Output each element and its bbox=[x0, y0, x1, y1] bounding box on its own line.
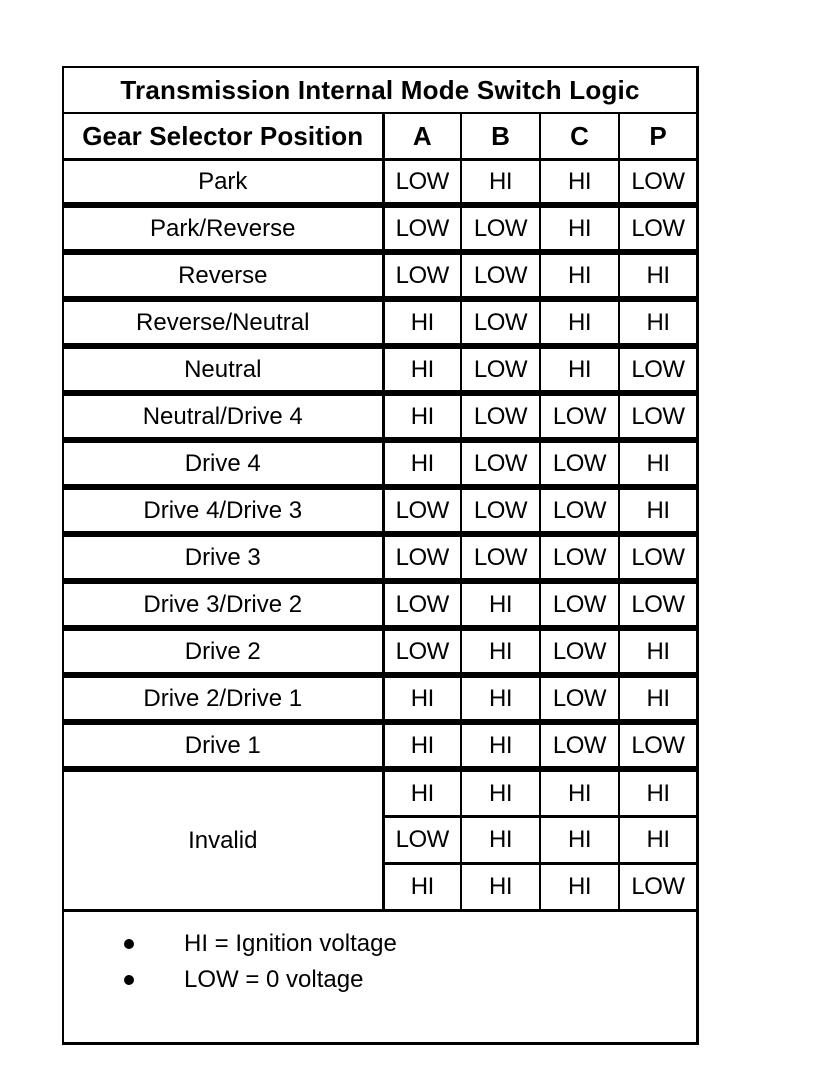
signal-a-cell: LOW bbox=[383, 534, 461, 581]
signal-p-cell: HI bbox=[619, 628, 696, 675]
signal-p-cell: LOW bbox=[619, 722, 696, 769]
signal-a-cell: HI bbox=[383, 722, 461, 769]
signal-p-cell: HI bbox=[619, 769, 696, 817]
signal-c-cell: LOW bbox=[540, 722, 619, 769]
signal-c-cell: LOW bbox=[540, 581, 619, 628]
gear-position-cell: Drive 3/Drive 2 bbox=[64, 581, 383, 628]
gear-position-cell: Drive 2/Drive 1 bbox=[64, 675, 383, 722]
signal-p-cell: LOW bbox=[619, 205, 696, 252]
table-row bbox=[64, 628, 696, 675]
gear-position-cell: Reverse bbox=[64, 252, 383, 299]
gear-position-cell: Neutral bbox=[64, 346, 383, 393]
header-p: P bbox=[619, 113, 696, 160]
gear-position-cell: Drive 1 bbox=[64, 722, 383, 769]
gear-position-cell: Reverse/Neutral bbox=[64, 299, 383, 346]
signal-b-cell: HI bbox=[461, 160, 540, 206]
signal-p-cell: LOW bbox=[619, 346, 696, 393]
signal-b-cell: LOW bbox=[461, 534, 540, 581]
table-row bbox=[64, 675, 696, 722]
table-row bbox=[64, 346, 696, 393]
signal-a-cell: HI bbox=[383, 299, 461, 346]
mode-switch-logic-table-frame bbox=[62, 66, 699, 1045]
signal-b-cell: HI bbox=[461, 628, 540, 675]
gear-position-cell: Drive 4 bbox=[64, 440, 383, 487]
signal-p-cell: HI bbox=[619, 817, 696, 864]
table-title: Transmission Internal Mode Switch Logic bbox=[64, 68, 696, 113]
mode-switch-logic-table bbox=[64, 68, 696, 912]
gear-position-cell: Drive 2 bbox=[64, 628, 383, 675]
signal-c-cell: LOW bbox=[540, 440, 619, 487]
signal-a-cell: LOW bbox=[383, 817, 461, 864]
header-c: C bbox=[540, 113, 619, 160]
header-row bbox=[64, 113, 696, 160]
gear-position-cell: Park/Reverse bbox=[64, 205, 383, 252]
signal-a-cell: LOW bbox=[383, 160, 461, 206]
table-row bbox=[64, 722, 696, 769]
signal-a-cell: HI bbox=[383, 346, 461, 393]
table-row bbox=[64, 487, 696, 534]
legend-text: HI = Ignition voltage bbox=[184, 930, 397, 957]
signal-c-cell: HI bbox=[540, 864, 619, 911]
signal-p-cell: HI bbox=[619, 487, 696, 534]
gear-position-cell: Park bbox=[64, 160, 383, 206]
signal-c-cell: HI bbox=[540, 817, 619, 864]
signal-p-cell: HI bbox=[619, 299, 696, 346]
signal-p-cell: HI bbox=[619, 440, 696, 487]
signal-c-cell: HI bbox=[540, 160, 619, 206]
legend-item-low bbox=[124, 962, 696, 998]
signal-p-cell: LOW bbox=[619, 393, 696, 440]
legend-item-hi bbox=[124, 926, 696, 962]
bullet-icon bbox=[124, 939, 134, 949]
invalid-rows bbox=[64, 769, 696, 911]
signal-p-cell: HI bbox=[619, 252, 696, 299]
header-gear-selector-position: Gear Selector Position bbox=[64, 113, 383, 160]
header-b: B bbox=[461, 113, 540, 160]
signal-a-cell: HI bbox=[383, 440, 461, 487]
signal-b-cell: LOW bbox=[461, 252, 540, 299]
legend-text: LOW = 0 voltage bbox=[184, 966, 364, 993]
signal-b-cell: LOW bbox=[461, 299, 540, 346]
title-row bbox=[64, 68, 696, 113]
gear-position-cell: Drive 3 bbox=[64, 534, 383, 581]
signal-c-cell: HI bbox=[540, 299, 619, 346]
table-row bbox=[64, 440, 696, 487]
signal-p-cell: LOW bbox=[619, 160, 696, 206]
signal-p-cell: LOW bbox=[619, 864, 696, 911]
signal-c-cell: LOW bbox=[540, 534, 619, 581]
table-row bbox=[64, 534, 696, 581]
signal-a-cell: HI bbox=[383, 393, 461, 440]
signal-c-cell: LOW bbox=[540, 487, 619, 534]
gear-rows bbox=[64, 160, 696, 770]
legend bbox=[64, 912, 696, 998]
signal-b-cell: LOW bbox=[461, 393, 540, 440]
signal-b-cell: LOW bbox=[461, 440, 540, 487]
signal-a-cell: HI bbox=[383, 864, 461, 911]
signal-c-cell: HI bbox=[540, 205, 619, 252]
signal-c-cell: HI bbox=[540, 346, 619, 393]
signal-b-cell: HI bbox=[461, 675, 540, 722]
signal-c-cell: LOW bbox=[540, 628, 619, 675]
bullet-icon bbox=[124, 975, 134, 985]
signal-a-cell: LOW bbox=[383, 252, 461, 299]
invalid-label-cell: Invalid bbox=[64, 769, 383, 911]
signal-c-cell: LOW bbox=[540, 675, 619, 722]
signal-p-cell: LOW bbox=[619, 581, 696, 628]
signal-a-cell: LOW bbox=[383, 581, 461, 628]
signal-b-cell: LOW bbox=[461, 487, 540, 534]
gear-position-cell: Drive 4/Drive 3 bbox=[64, 487, 383, 534]
signal-b-cell: LOW bbox=[461, 346, 540, 393]
signal-p-cell: HI bbox=[619, 675, 696, 722]
signal-a-cell: HI bbox=[383, 675, 461, 722]
signal-a-cell: LOW bbox=[383, 628, 461, 675]
table-row bbox=[64, 299, 696, 346]
signal-c-cell: HI bbox=[540, 769, 619, 817]
table-row bbox=[64, 769, 696, 817]
signal-b-cell: HI bbox=[461, 864, 540, 911]
signal-c-cell: LOW bbox=[540, 393, 619, 440]
table-row bbox=[64, 205, 696, 252]
table-row bbox=[64, 581, 696, 628]
signal-b-cell: HI bbox=[461, 722, 540, 769]
signal-a-cell: LOW bbox=[383, 205, 461, 252]
signal-a-cell: HI bbox=[383, 769, 461, 817]
table-row bbox=[64, 252, 696, 299]
signal-p-cell: LOW bbox=[619, 534, 696, 581]
table-row bbox=[64, 160, 696, 206]
gear-position-cell: Neutral/Drive 4 bbox=[64, 393, 383, 440]
signal-b-cell: HI bbox=[461, 769, 540, 817]
signal-a-cell: LOW bbox=[383, 487, 461, 534]
table-row bbox=[64, 393, 696, 440]
signal-b-cell: HI bbox=[461, 581, 540, 628]
signal-c-cell: HI bbox=[540, 252, 619, 299]
table-body bbox=[64, 68, 696, 160]
header-a: A bbox=[383, 113, 461, 160]
signal-b-cell: HI bbox=[461, 817, 540, 864]
signal-b-cell: LOW bbox=[461, 205, 540, 252]
